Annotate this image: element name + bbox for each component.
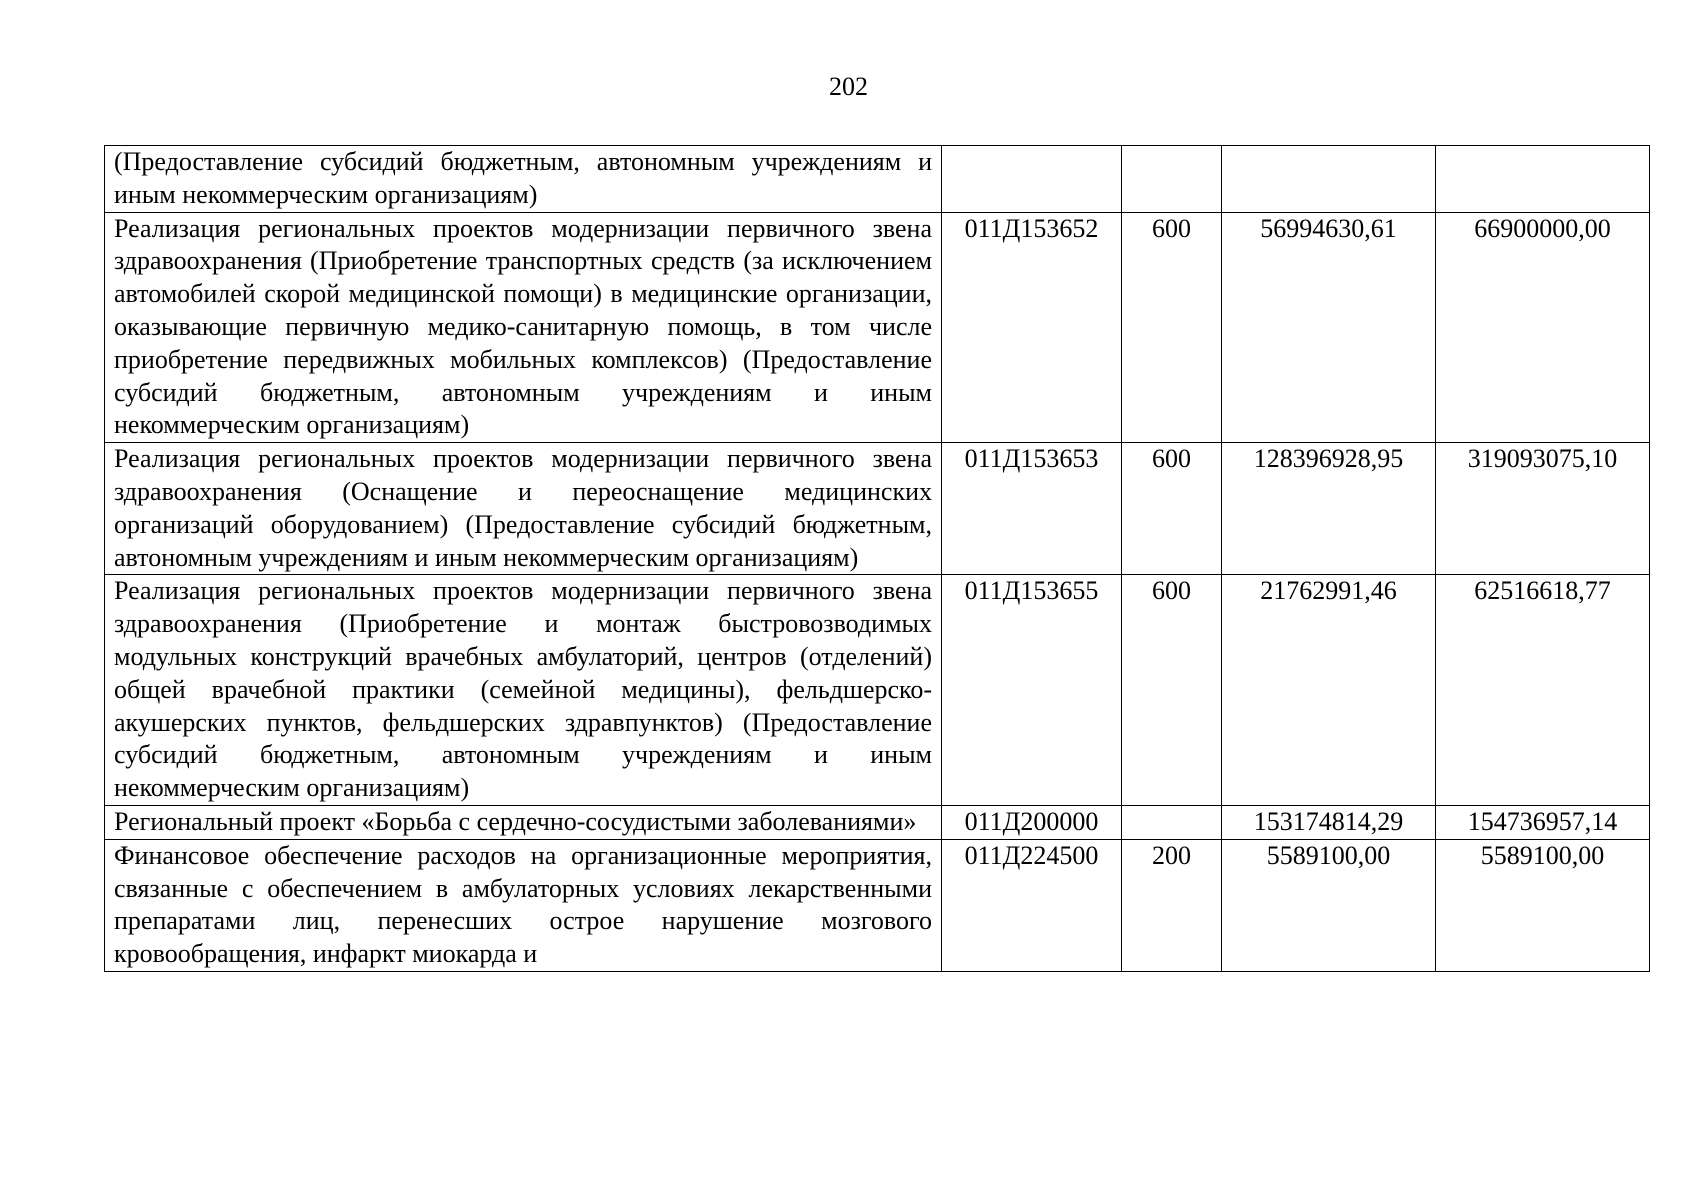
table-row [105,575,1650,806]
amount-year2-cell [1436,146,1650,213]
target-code-cell: 011Д153653 [942,443,1122,575]
expense-type-cell: 600 [1122,443,1222,575]
expense-type-cell: 600 [1122,575,1222,806]
amount-year1-cell: 21762991,46 [1222,575,1436,806]
amount-year2-cell: 154736957,14 [1436,805,1650,839]
amount-year1-cell: 5589100,00 [1222,839,1436,971]
expense-name-cell: Реализация региональных проектов модернизации первичного звена здравоохранения (Оснащение и переоснащение медицинских организаций оборудованием) (Предоставление субсидий бюджетным, автономным учреждениям и иным некоммерческим организациям) [105,443,942,575]
target-code-cell: 011Д224500 [942,839,1122,971]
table-row [105,805,1650,839]
amount-year2-cell: 319093075,10 [1436,443,1650,575]
table-row [105,443,1650,575]
page-number: 202 [829,72,868,101]
table-row [105,839,1650,971]
expense-type-cell: 600 [1122,212,1222,443]
target-code-cell: 011Д153655 [942,575,1122,806]
expense-name-cell: (Предоставление субсидий бюджетным, автономным учреждениям и иным некоммерческим организациям) [105,146,942,213]
table-row [105,146,1650,213]
table-row [105,212,1650,443]
expense-name-cell: Реализация региональных проектов модернизации первичного звена здравоохранения (Приобретение транспортных средств (за исключением автомобилей скорой медицинской помощи) в медицинские организации, оказывающие первичную медико-санитарную помощь, в том числе приобретение передвижных мобильных комплексов) (Предоставление субсидий бюджетным, автономным учреждениям и иным некоммерческим организациям) [105,212,942,443]
expense-type-cell [1122,146,1222,213]
amount-year2-cell: 62516618,77 [1436,575,1650,806]
amount-year2-cell: 66900000,00 [1436,212,1650,443]
expense-name-cell: Региональный проект «Борьба с сердечно-сосудистыми заболеваниями» [105,805,942,839]
target-code-cell [942,146,1122,213]
amount-year1-cell: 153174814,29 [1222,805,1436,839]
amount-year2-cell: 5589100,00 [1436,839,1650,971]
amount-year1-cell: 56994630,61 [1222,212,1436,443]
amount-year1-cell [1222,146,1436,213]
target-code-cell: 011Д153652 [942,212,1122,443]
target-code-cell: 011Д200000 [942,805,1122,839]
budget-table [104,145,1650,972]
expense-name-cell: Финансовое обеспечение расходов на организационные мероприятия, связанные с обеспечением в амбулаторных условиях лекарственными препаратами лиц, перенесших острое нарушение мозгового кровообращения, инфаркт миокарда и [105,839,942,971]
expense-type-cell [1122,805,1222,839]
expense-type-cell: 200 [1122,839,1222,971]
amount-year1-cell: 128396928,95 [1222,443,1436,575]
expense-name-cell: Реализация региональных проектов модернизации первичного звена здравоохранения (Приобретение и монтаж быстровозводимых модульных конструкций врачебных амбулаторий, центров (отделений) общей врачебной практики (семейной медицины), фельдшерско-акушерских пунктов, фельдшерских здравпунктов) (Предоставление субсидий бюджетным, автономным учреждениям и иным некоммерческим организациям) [105,575,942,806]
